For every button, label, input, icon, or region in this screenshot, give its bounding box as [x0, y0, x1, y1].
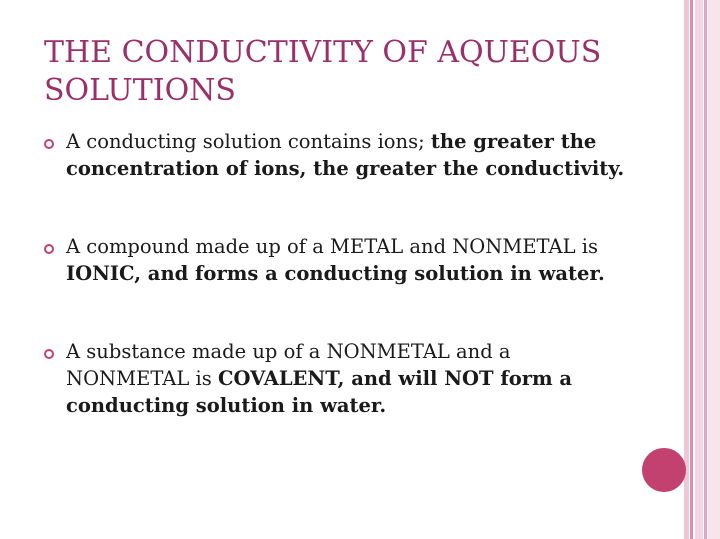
slide-title: THE CONDUCTIVITY OF AQUEOUS SOLUTIONS: [44, 35, 602, 108]
decorative-stripe: [708, 0, 720, 539]
bullet-text: A substance made up of a NONMETAL and a NONMETAL is: [66, 340, 511, 390]
bullet-circle-icon: [44, 139, 54, 149]
bullet-item: [44, 233, 634, 287]
decorative-stripe: [684, 0, 689, 539]
bullet-circle-icon: [44, 349, 54, 359]
decorative-stripe: [690, 0, 693, 539]
bullet-circle-icon: [44, 244, 54, 254]
bullet-emphasis: the greater the concentration of ions, the greater the conductivity.: [66, 130, 625, 180]
decorative-stripe: [695, 0, 703, 539]
bullet-emphasis: COVALENT, and will NOT form a conducting solution in water.: [66, 367, 573, 417]
bullet-emphasis: IONIC, and forms a conducting solution in water.: [66, 262, 605, 285]
bullet-item: [44, 128, 634, 182]
decorative-circle: [642, 448, 686, 492]
bullet-text: A compound made up of a METAL and NONMETAL is: [66, 235, 598, 258]
bullet-list: [44, 128, 634, 470]
decorative-stripe: [704, 0, 707, 539]
bullet-text: A conducting solution contains ions;: [66, 130, 431, 153]
bullet-item: [44, 338, 634, 419]
